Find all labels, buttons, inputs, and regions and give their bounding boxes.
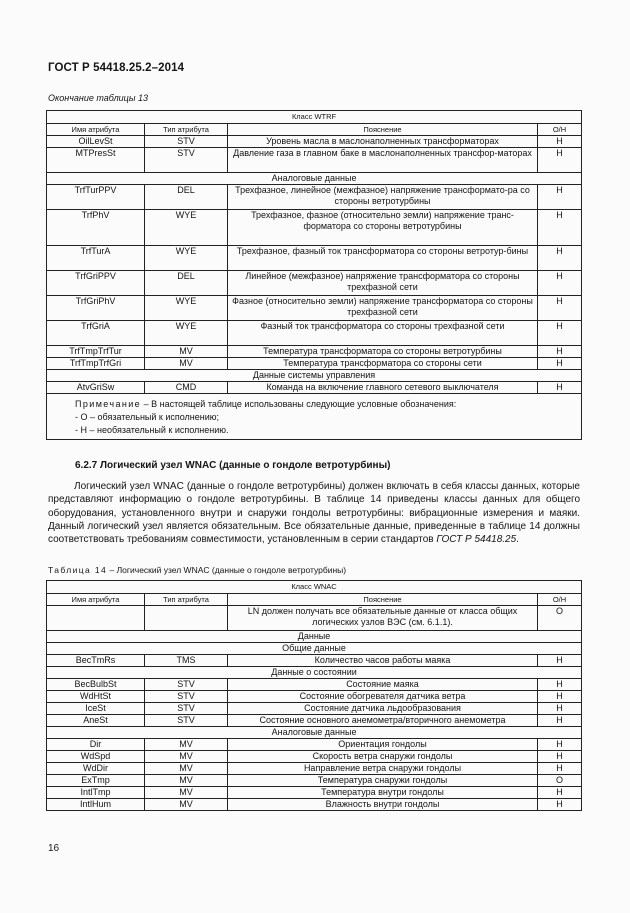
attr-type: MV <box>145 787 228 799</box>
table-row <box>47 358 582 370</box>
attr-req: Н <box>538 346 582 358</box>
attr-desc: Состояние обогревателя датчика ветра <box>228 691 538 703</box>
attr-name: TrfTurA <box>47 246 145 271</box>
table-row <box>47 679 582 691</box>
attr-name: BecBulbSt <box>47 679 145 691</box>
attr-type: MV <box>145 751 228 763</box>
attr-req: Н <box>538 703 582 715</box>
attr-desc: Температура трансформатора со стороны ветротурбины <box>228 346 538 358</box>
table13-header-name: Имя атрибута <box>47 124 145 136</box>
attr-desc: Температура трансформатора со стороны сети <box>228 358 538 370</box>
table-row <box>47 271 582 296</box>
table13-header-req: О/Н <box>538 124 582 136</box>
table-row <box>47 763 582 775</box>
table14-header-desc: Пояснение <box>228 594 538 606</box>
note-line: - Н – необязательный к исполнению. <box>75 425 229 435</box>
attr-req: Н <box>538 148 582 173</box>
table-section-row <box>47 667 582 679</box>
attr-type: MV <box>145 799 228 811</box>
table14-caption-label: Таблица 14 <box>48 565 108 575</box>
attr-name: IceSt <box>47 703 145 715</box>
attr-name: IntlTmp <box>47 787 145 799</box>
table14-header-req: О/Н <box>538 594 582 606</box>
attr-desc: Трехфазное, линейное (межфазное) напряжение трансформато-ра со стороны ветротурбины <box>228 185 538 210</box>
section-label: Аналоговые данные <box>47 173 582 185</box>
attr-desc: Скорость ветра снаружи гондолы <box>228 751 538 763</box>
attr-type: WYE <box>145 246 228 271</box>
table-section-row <box>47 631 582 643</box>
attr-req: Н <box>538 679 582 691</box>
section-label: Общие данные <box>47 643 582 655</box>
attr-desc: LN должен получать все обязательные данные от класса общих логических узлов ВЭС (см. 6.1.1). <box>228 606 538 631</box>
table-row <box>47 246 582 271</box>
table-section-row <box>47 643 582 655</box>
document-header: ГОСТ Р 54418.25.2–2014 <box>48 62 185 74</box>
attr-req: Н <box>538 271 582 296</box>
attr-req: Н <box>538 321 582 346</box>
attr-type: TMS <box>145 655 228 667</box>
attr-type: MV <box>145 763 228 775</box>
table-row <box>47 296 582 321</box>
table13-header-desc: Пояснение <box>228 124 538 136</box>
attr-desc: Трехфазное, фазное (относительно земли) напряжение транс-форматора со стороны ветротурбины <box>228 210 538 246</box>
attr-type: MV <box>145 346 228 358</box>
attr-desc: Количество часов работы маяка <box>228 655 538 667</box>
attr-req: Н <box>538 715 582 727</box>
table-13 <box>46 110 582 440</box>
attr-name: WdDir <box>47 763 145 775</box>
table14-header-name: Имя атрибута <box>47 594 145 606</box>
attr-desc: Состояние маяка <box>228 679 538 691</box>
table-row <box>47 751 582 763</box>
attr-type: DEL <box>145 185 228 210</box>
table-row <box>47 691 582 703</box>
table14-caption-text: – Логический узел WNAC (данные о гондоле ветротурбины) <box>107 565 347 575</box>
attr-name: ExTmp <box>47 775 145 787</box>
table-row <box>47 382 582 394</box>
attr-req: О <box>538 775 582 787</box>
table-row <box>47 346 582 358</box>
attr-desc: Ориентация гондолы <box>228 739 538 751</box>
section-label: Данные системы управления <box>47 370 582 382</box>
attr-req: Н <box>538 185 582 210</box>
attr-desc: Трехфазное, фазный ток трансформатора со стороны ветротур-бины <box>228 246 538 271</box>
attr-name: IntlHum <box>47 799 145 811</box>
attr-name: TrfTurPPV <box>47 185 145 210</box>
attr-name: AtvGriSw <box>47 382 145 394</box>
attr-req: Н <box>538 787 582 799</box>
table-row <box>47 606 582 631</box>
attr-desc: Линейное (межфазное) напряжение трансформатора со стороны трехфазной сети <box>228 271 538 296</box>
attr-req: Н <box>538 296 582 321</box>
attr-req: Н <box>538 136 582 148</box>
attr-req: Н <box>538 799 582 811</box>
paragraph-reference: ГОСТ Р 54418.25 <box>436 534 517 546</box>
attr-name: WdHtSt <box>47 691 145 703</box>
table-note <box>47 394 582 440</box>
attr-type: STV <box>145 148 228 173</box>
attr-name: TrfGriPPV <box>47 271 145 296</box>
attr-req: Н <box>538 210 582 246</box>
attr-type: STV <box>145 715 228 727</box>
paragraph-end: . <box>516 534 519 546</box>
attr-desc: Влажность внутри гондолы <box>228 799 538 811</box>
attr-type: MV <box>145 775 228 787</box>
attr-name: Dir <box>47 739 145 751</box>
table13-class-title: Класс WTRF <box>47 111 582 124</box>
table-row <box>47 715 582 727</box>
note-text: – В настоящей таблице использованы следующие условные обозначения: <box>141 399 457 409</box>
attr-req: Н <box>538 739 582 751</box>
attr-desc: Состояние основного анемометра/вторичного анемометра <box>228 715 538 727</box>
attr-desc: Состояние датчика льдообразования <box>228 703 538 715</box>
table13-caption: Окончание таблицы 13 <box>48 93 148 103</box>
note-line: - О – обязательный к исполнению; <box>75 412 220 422</box>
attr-name: AneSt <box>47 715 145 727</box>
table-row <box>47 739 582 751</box>
table-row <box>47 210 582 246</box>
attr-type: STV <box>145 703 228 715</box>
attr-name: TrfGriPhV <box>47 296 145 321</box>
attr-type <box>145 606 228 631</box>
attr-name: TrfGriA <box>47 321 145 346</box>
attr-desc: Направление ветра снаружи гондолы <box>228 763 538 775</box>
attr-desc: Фазный ток трансформатора со стороны трехфазной сети <box>228 321 538 346</box>
attr-type: WYE <box>145 296 228 321</box>
section-label: Данные о состоянии <box>47 667 582 679</box>
table-14 <box>46 580 582 811</box>
attr-req: Н <box>538 763 582 775</box>
attr-req: Н <box>538 691 582 703</box>
paragraph-text: Логический узел WNAC (данные о гондоле ветротурбины) должен включать в себя классы данных, которые представляют информацию о гондоле ветротурбины. В таблице 14 приведены классы данных для общего оборудования, установленного внутри и снаружи гондолы ветротурбины: вибрационные измерения и маяки. Данный логический узел является обязательным. Все обязательные данные, приведенные в таблице 14 должны соответствовать требованиям совместимости, установленным в серии стандартов <box>48 481 580 546</box>
attr-req: О <box>538 606 582 631</box>
table-row <box>47 321 582 346</box>
attr-desc: Температура внутри гондолы <box>228 787 538 799</box>
attr-name <box>47 606 145 631</box>
table14-class-title: Класс WNAC <box>47 581 582 594</box>
attr-name: BecTmRs <box>47 655 145 667</box>
attr-name: TrfPhV <box>47 210 145 246</box>
attr-desc: Давление газа в главном баке в маслонаполненных трансфор-маторах <box>228 148 538 173</box>
table-row <box>47 185 582 210</box>
section-label: Аналоговые данные <box>47 727 582 739</box>
attr-type: MV <box>145 358 228 370</box>
attr-type: STV <box>145 679 228 691</box>
attr-type: WYE <box>145 321 228 346</box>
attr-name: TrfTmpTrfGri <box>47 358 145 370</box>
table-row <box>47 775 582 787</box>
attr-type: MV <box>145 739 228 751</box>
attr-name: WdSpd <box>47 751 145 763</box>
table-row <box>47 148 582 173</box>
page-number: 16 <box>48 843 60 854</box>
attr-name: TrfTmpTrfTur <box>47 346 145 358</box>
table-section-row <box>47 370 582 382</box>
table14-caption <box>48 565 346 575</box>
attr-desc: Фазное (относительно земли) напряжение трансформатора со стороны трехфазной сети <box>228 296 538 321</box>
table-row <box>47 703 582 715</box>
section-label: Данные <box>47 631 582 643</box>
note-label: Примечание <box>75 399 142 409</box>
attr-desc: Команда на включение главного сетевого выключателя <box>228 382 538 394</box>
attr-req: Н <box>538 751 582 763</box>
table13-header-type: Тип атрибута <box>145 124 228 136</box>
attr-req: Н <box>538 358 582 370</box>
table-row <box>47 787 582 799</box>
attr-name: OilLevSt <box>47 136 145 148</box>
attr-req: Н <box>538 246 582 271</box>
table14-header-type: Тип атрибута <box>145 594 228 606</box>
attr-req: Н <box>538 655 582 667</box>
attr-type: WYE <box>145 210 228 246</box>
attr-req: Н <box>538 382 582 394</box>
table-note-row <box>47 394 582 440</box>
attr-type: STV <box>145 136 228 148</box>
section-paragraph <box>48 480 580 546</box>
table-section-row <box>47 727 582 739</box>
attr-name: MTPresSt <box>47 148 145 173</box>
attr-desc: Температура снаружи гондолы <box>228 775 538 787</box>
table-row <box>47 136 582 148</box>
attr-type: CMD <box>145 382 228 394</box>
attr-type: STV <box>145 691 228 703</box>
table-row <box>47 799 582 811</box>
attr-desc: Уровень масла в маслонаполненных трансформаторах <box>228 136 538 148</box>
section-heading: 6.2.7 Логический узел WNAC (данные о гондоле ветротурбины) <box>75 460 391 471</box>
table-row <box>47 655 582 667</box>
attr-type: DEL <box>145 271 228 296</box>
table-section-row <box>47 173 582 185</box>
